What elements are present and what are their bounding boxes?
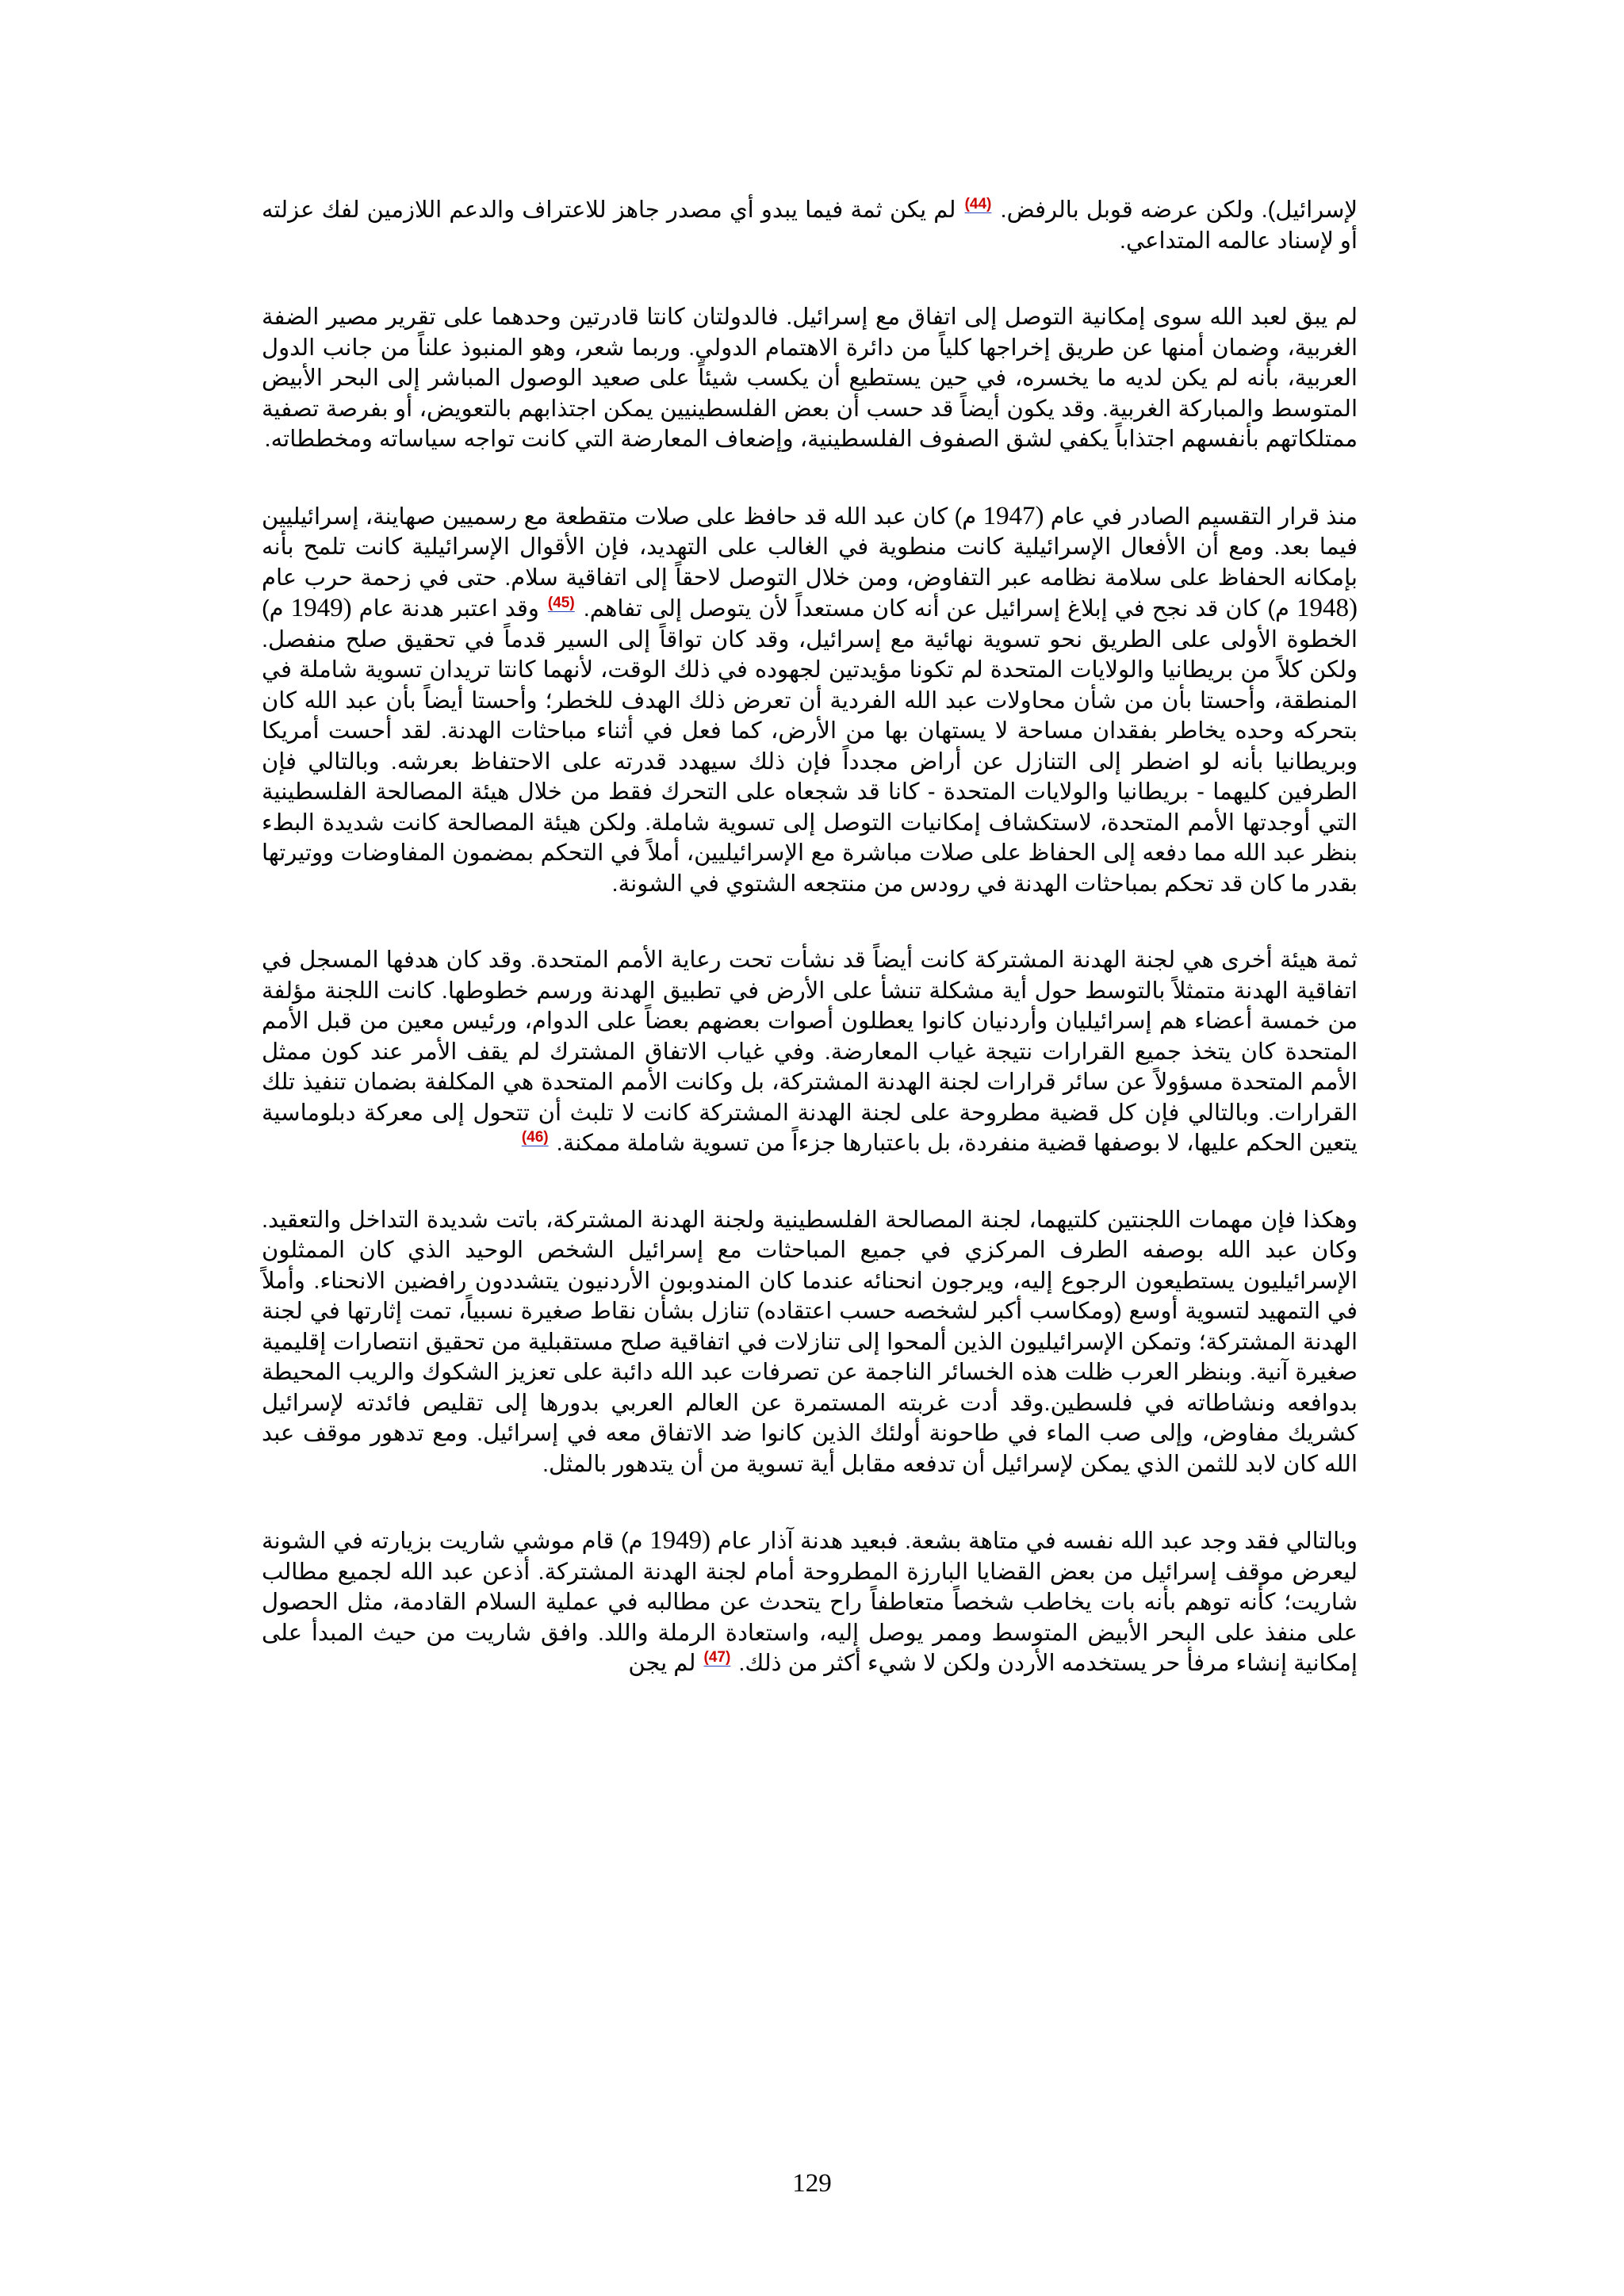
footnote-link[interactable]: (47) <box>703 1649 731 1667</box>
page-number: 129 <box>792 2169 832 2198</box>
paragraph-text: لم يكن ثمة فيما يبدو أي مصدر جاهز للاعتراف والدعم اللازمين لفك عزلته أو لإسناد عالمه المتداعي. <box>262 197 1358 254</box>
paragraph-text: لم يبق لعبد الله سوى إمكانية التوصل إلى اتفاق مع إسرائيل. فالدولتان كانتا قادرتين وحدهما على تقرير مصير الضفة الغربية، وضمان أمنها عن طريق إخراجها كلياً من دائرة الاهتمام الدولي. وربما شعر، وهو المنبوذ علناً من جانب الدول العربية، بأنه لم يكن لديه ما يخسره، في حين يستطيع أن يكسب شيئاً على صعيد الوصول المباشر إلى البحر الأبيض المتوسط والمباركة الغربية. وقد يكون أيضاً قد حسب أن بعض الفلسطينيين يمكن اجتذابهم بالتعويض، أو بفرصة تصفية ممتلكاتهم بأنفسهم اجتذاباً يكفي لشق الصفوف الفلسطينية، وإضعاف المعارضة التي كانت تواجه سياساته ومخططاته. <box>262 304 1358 452</box>
year-number: (1947 <box>982 501 1044 530</box>
paragraph-text: منذ قرار التقسيم الصادر في عام <box>1044 503 1358 530</box>
footnote-link[interactable]: (45) <box>547 595 575 612</box>
paragraph-text: وهكذا فإن مهمات اللجنتين كلتيهما، لجنة المصالحة الفلسطينية ولجنة الهدنة المشتركة، باتت شديدة التداخل والتعقيد. وكان عبد الله بوصفه الطرف المركزي في جميع المباحثات مع إسرائيل الشخص الوحيد الذي كان الممثلون الإسرائيليون يستطيعون الرجوع إليه، ويرجون انحنائه عندما كان المندوبون الأردنيون يتشددون رافضين الانحناء. وأملاً في التمهيد لتسوية أوسع (ومكاسب أكبر لشخصه حسب اعتقاده) تنازل بشأن نقاط صغيرة نسبياً، تمت إثارتها في لجنة الهدنة المشتركة؛ وتمكن الإسرائيليون الذين ألمحوا إلى تنازلات في اتفاقية صلح مستقبلية من تحقيق انتصارات إقليمية صغيرة آنية. وبنظر العرب ظلت هذه الخسائر الناجمة عن تصرفات عبد الله دائبة على تعزيز الشكوك والريب المحيطة بدوافعه ونشاطاته في فلسطين.وقد أدت غربته المستمرة عن العالم العربي بدورها إلى تقليص فائدته لإسرائيل كشريك مفاوض، وإلى صب الماء في طاحونة أولئك الذين كانوا ضد الاتفاق معه في إسرائيل. ومع تدهور موقف عبد الله كان لابد للثمن الذي يمكن لإسرائيل أن تدفعه مقابل أية تسوية من أن يتدهور بالمثل. <box>262 1207 1358 1477</box>
paragraph <box>262 302 1358 455</box>
paragraph-text: م) كان قد نجح في إبلاغ إسرائيل عن أنه كان مستعداً لأن يتوصل إلى تفاهم. <box>576 596 1297 622</box>
page-body <box>262 195 1358 1725</box>
year-number: (1949 <box>649 1526 711 1555</box>
paragraph <box>262 501 1358 900</box>
paragraph-text: وبالتالي فقد وجد عبد الله نفسه في متاهة بشعة. فبعيد هدنة آذار عام <box>710 1529 1358 1554</box>
paragraph-text: م) قام موشي شاريت بزيارته في الشونة ليعرض موقف إسرائيل من بعض القضايا البارزة المطروحة أمام لجنة الهدنة المشتركة. أذعن عبد الله لجميع مطالب شاريت؛ كأنه توهم بأنه بات يخاطب شخصاً متعاطفاً راح يتحدث عن مطالبه في عملية السلام القادمة، مثل الحصول على منفذ على البحر الأبيض المتوسط وممر يوصل إليه، واستعادة الرملة واللد. وافق شاريت من حيث المبدأ على إمكانية إنشاء مرفأ حر يستخدمه الأردن ولكن لا شيء أكثر من ذلك. <box>262 1529 1358 1676</box>
year-number: (1948 <box>1297 594 1358 622</box>
footnote-link[interactable]: (46) <box>521 1129 549 1146</box>
footnote-link[interactable]: (44) <box>964 196 992 213</box>
paragraph-text: لم يجن <box>628 1651 703 1676</box>
year-number: (1949 <box>290 594 352 622</box>
paragraph <box>262 1525 1358 1679</box>
paragraph-text: لإسرائيل). ولكن عرضه قوبل بالرفض. <box>993 197 1358 223</box>
paragraph-text: م) الخطوة الأولى على الطريق نحو تسوية نهائية مع إسرائيل، وقد كان تواقاً إلى السير قدماً في تحقيق صلح منفصل. ولكن كلاً من بريطانيا والولايات المتحدة لم تكونا مؤيدتين لجهوده في ذلك الوقت، لأنهما كانتا تريدان تسوية شاملة في المنطقة، وأحستا بأن من شأن محاولات عبد الله الفردية أن تعرض ذلك الهدف للخطر؛ وأحستا أيضاً بأن عبد الله كان بتحركه وحده يخاطر بفقدان مساحة لا يستهان بها من الأرض، كما فعل في أثناء مباحثات الهدنة. لقد أحست أمريكا وبريطانيا بأنه لو اضطر إلى التنازل عن أراض مجدداً فإن ذلك سيهدد قدرته على الاحتفاظ بعرشه. وبالتالي فإن الطرفين كليهما - بريطانيا والولايات المتحدة - كانا قد شجعاه على التحرك فقط من خلال هيئة المصالحة الفلسطينية التي أوجدتها الأمم المتحدة، لاستكشاف إمكانيات التوصل إلى تسوية شاملة. ولكن هيئة المصالحة كانت شديدة البطء بنظر عبد الله مما دفعه إلى الحفاظ على صلات مباشرة مع الإسرائيليين، أملاً في التحكم بمضمون المفاوضات ووتيرتها بقدر ما كان قد تحكم بمباحثات الهدنة في رودس من منتجعه الشتوي في الشونة. <box>262 596 1358 897</box>
paragraph <box>262 195 1358 256</box>
paragraph-text: وقد اعتبر هدنة عام <box>351 596 546 622</box>
paragraph-text: ثمة هيئة أخرى هي لجنة الهدنة المشتركة كانت أيضاً قد نشأت تحت رعاية الأمم المتحدة. وقد كان هدفها المسجل في اتفاقية الهدنة متمثلاً بالتوسط حول أية مشكلة تنشأ على الأرض في تطبيق الهدنة ورسم خطوطها. كانت اللجنة مؤلفة من خمسة أعضاء هم إسرائيليان وأردنيان كانوا يعطلون أصوات بعضهم بعضاً على الدوام، ورئيس معين من قبل الأمم المتحدة كان يتخذ جميع القرارات نتيجة غياب المعارضة. وفي غياب الاتفاق المشترك لم يقف الأمر عند كون ممثل الأمم المتحدة مسؤولاً عن سائر قرارات لجنة الهدنة المشتركة، بل وكانت الأمم المتحدة هي المكلفة بضمان تنفيذ تلك القرارات. وبالتالي فإن كل قضية مطروحة على لجنة الهدنة المشتركة كانت لا تلبث أن تتحول إلى معركة دبلوماسية يتعين الحكم عليها، لا بوصفها قضية منفردة، بل باعتبارها جزءاً من تسوية شاملة ممكنة. <box>262 947 1358 1156</box>
paragraph <box>262 1205 1358 1480</box>
paragraph-text: م) كان عبد الله قد حافظ على صلات متقطعة مع رسميين صهاينة، إسرائيليين فيما بعد. ومع أن الأفعال الإسرائيلية كانت منطوية في الغالب على التهديد، فإن الأقوال الإسرائيلية كانت تلمح بأنه بإمكانه الحفاظ على سلامة نظامه عبر التفاوض، ومن خلال التوصل لاحقاً إلى اتفاقية سلام. حتى في زحمة حرب عام <box>262 503 1358 591</box>
paragraph <box>262 945 1358 1159</box>
